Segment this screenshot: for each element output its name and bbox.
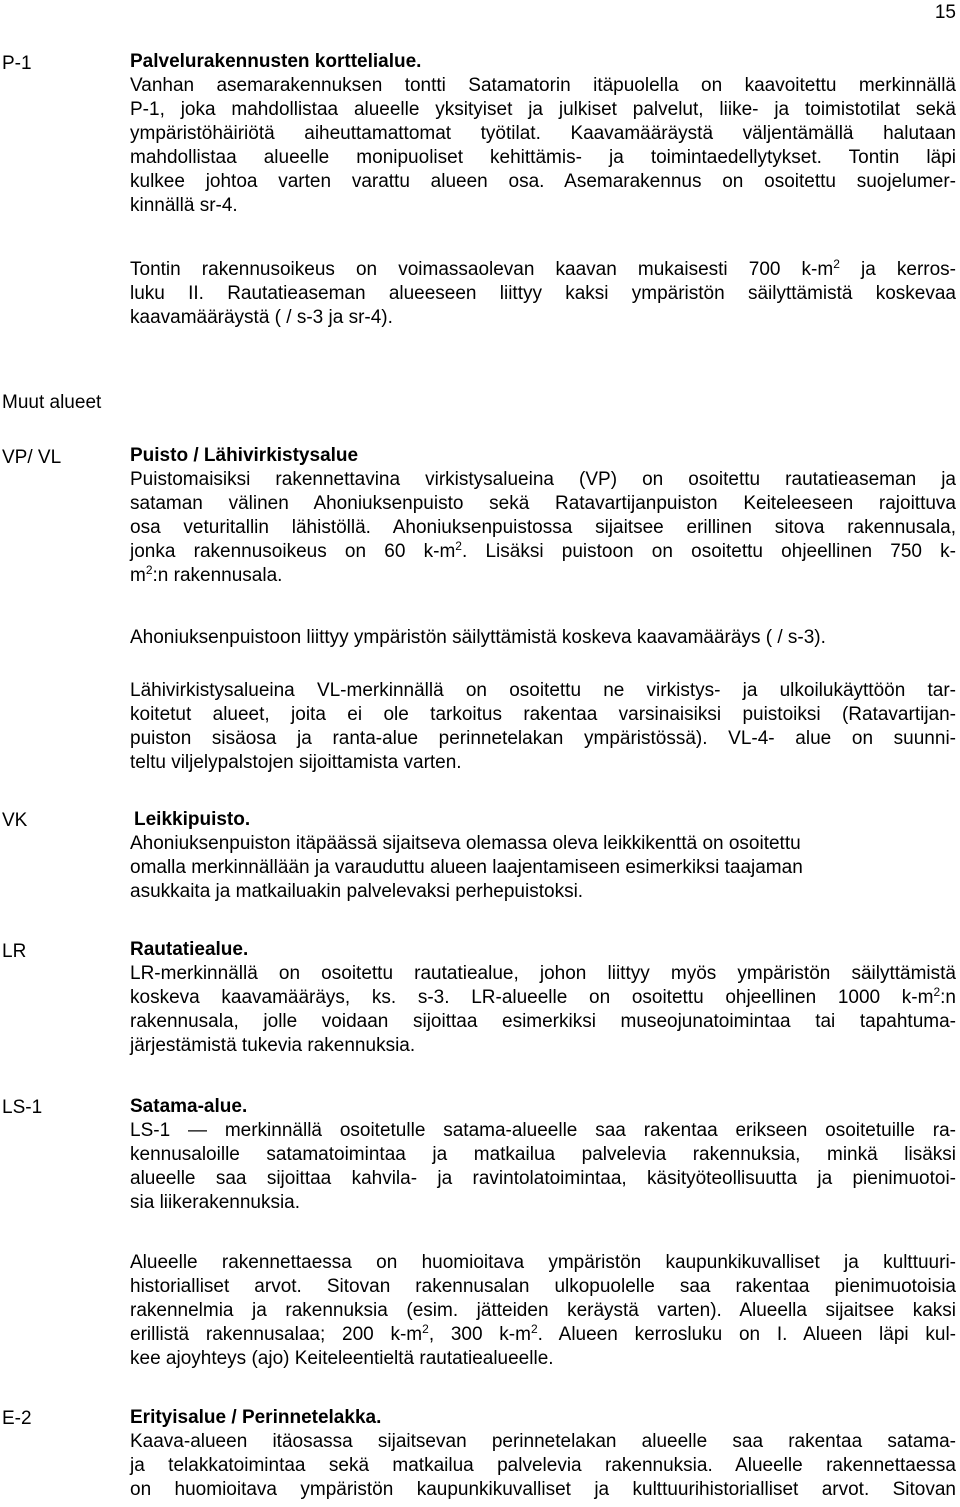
text-span: . Alueen kerrosluku on I. Alueen läpi kul- xyxy=(537,1324,956,1345)
section-title: Puisto / Lähivirkistysalue xyxy=(130,445,359,466)
text-line: mahdollistaa alueelle monipuoliset kehittämis- ja toimintaedellytykset. Tontin läpi xyxy=(130,147,956,168)
text-line xyxy=(130,986,956,1010)
text-span: :n rakennusala. xyxy=(152,565,283,586)
text-span: :n xyxy=(940,987,956,1008)
page-number: 15 xyxy=(934,2,956,23)
paragraph-vl xyxy=(130,679,956,775)
section-title: Leikkipuisto. xyxy=(134,809,251,830)
zone-code-lr: LR xyxy=(2,941,27,962)
text-line: rakennusala, jolle voidaan sijoittaa esimerkiksi museojunatoimintaa tai tapahtuma- xyxy=(130,1011,956,1032)
paragraph-vp-ahoniuksenpuisto xyxy=(130,626,956,650)
section-lr xyxy=(130,938,956,1058)
superscript: 2 xyxy=(145,563,153,577)
text-line xyxy=(130,1323,956,1347)
text-line: Vanhan asemarakennuksen tontti Satamatorin itäpuolella on kaavoitettu merkinnällä xyxy=(130,75,956,96)
text-line: on huomioitava ympäristön kaupunkikuvalliset ja kulttuurihistorialliset arvot. Sitovan xyxy=(130,1479,956,1500)
text-line: rakennelmia ja rakennuksia (esim. jätteiden keräystä varten). Alueella sijaitsee kaksi xyxy=(130,1300,956,1321)
text-span: koskeva kaavamääräys, ks. s-3. LR-alueelle on osoitettu ohjeellinen 1000 k-m xyxy=(130,987,934,1008)
text-line: omalla merkinnällään ja varauduttu alueen laajentamiseen esimerkiksi taajaman xyxy=(130,857,803,878)
text-line: Ahoniuksenpuistoon liittyy ympäristön säilyttämistä koskeva kaavamääräys ( / s-3). xyxy=(130,627,826,648)
section-p1 xyxy=(130,50,956,218)
text-span: m xyxy=(130,565,146,586)
text-span: ja kerros- xyxy=(839,259,956,280)
text-line: puiston sisäosa ja ranta-alue perinnetelakan ympäristössä). VL-4- alue on suunni- xyxy=(130,728,956,749)
section-title: Erityisalue / Perinnetelakka. xyxy=(130,1407,382,1428)
text-line: sia liikerakennuksia. xyxy=(130,1192,301,1213)
text-line xyxy=(130,540,956,564)
text-line: Puistomaisiksi rakennettavina virkistysalueina (VP) on osoitettu rautatieaseman ja xyxy=(130,469,956,490)
superscript: 2 xyxy=(833,257,840,271)
paragraph-ls1-values xyxy=(130,1251,956,1371)
text-line: LS-1 — merkinnällä osoitetulle satama-alueelle saa rakentaa erikseen osoitetuille ra- xyxy=(130,1120,956,1141)
section-ls1 xyxy=(130,1095,956,1215)
text-line xyxy=(130,258,956,282)
superscript: 2 xyxy=(530,1322,538,1336)
text-line: historialliset arvot. Sitovan rakennusalan ulkopuolelle saa rakentaa pienimuotoisia xyxy=(130,1276,956,1297)
text-line: osa veturitallin lähistöllä. Ahoniuksenpuistossa sijaitsee erillinen sitova rakennusala, xyxy=(130,517,956,538)
text-line: kaavamääräystä ( / s-3 ja sr-4). xyxy=(130,307,393,328)
text-line: järjestämistä tukevia rakennuksia. xyxy=(130,1035,416,1056)
text-line: Kaava-alueen itäosassa sijaitsevan perinnetelakan alueelle saa rakentaa satama- xyxy=(130,1431,956,1452)
paragraph-p1-building-rights xyxy=(130,258,956,330)
text-line: ympäristöhäiriötä aiheuttamattomat työtilat. Kaavamääräystä väljentämällä halutaan xyxy=(130,123,956,144)
text-span: . Lisäksi puistoon on osoitettu ohjeellinen 750 k- xyxy=(461,541,956,562)
section-vp-vl xyxy=(130,444,956,588)
text-span: jonka rakennusoikeus on 60 k-m xyxy=(130,541,456,562)
zone-code-vp-vl: VP/ VL xyxy=(2,447,62,468)
section-title: Palvelurakennusten korttelialue. xyxy=(130,51,422,72)
zone-code-e2: E-2 xyxy=(2,1408,32,1429)
text-line: sataman välinen Ahoniuksenpuisto sekä Ratavartijanpuiston Keiteleeseen rajoittuva xyxy=(130,493,956,514)
section-vk xyxy=(130,808,956,904)
text-line: kee ajoyhteys (ajo) Keiteleentieltä rautatiealueelle. xyxy=(130,1348,554,1369)
section-heading: Muut alueet xyxy=(2,392,102,413)
superscript: 2 xyxy=(455,539,462,553)
text-span: , 300 k-m xyxy=(428,1324,531,1345)
text-line: teltu viljelypalstojen sijoittamista varten. xyxy=(130,752,462,773)
text-line: alueelle saa sijoittaa kahvila- ja ravintolatoimintaa, käsityöteollisuutta ja pienimuotoi- xyxy=(130,1168,956,1189)
zone-code-vk: VK xyxy=(2,810,28,831)
zone-code-ls1: LS-1 xyxy=(2,1097,43,1118)
text-line: LR-merkinnällä on osoitettu rautatiealue, johon liittyy myös ympäristön säilyttämistä xyxy=(130,963,956,984)
text-line: luku II. Rautatieaseman alueeseen liittyy kaksi ympäristön säilyttämistä koskevaa xyxy=(130,283,956,304)
text-span: Tontin rakennusoikeus on voimassaolevan kaavan mukaisesti 700 k-m xyxy=(130,259,834,280)
text-line: kinnällä sr-4. xyxy=(130,195,238,216)
text-line: ja telakkatoimintaa sekä matkailua palvelevia rakennuksia. Alueelle rakennettaessa xyxy=(130,1455,956,1476)
text-line: asukkaita ja matkailuakin palvelevaksi perhepuistoksi. xyxy=(130,881,584,902)
superscript: 2 xyxy=(422,1322,429,1336)
text-line: Alueelle rakennettaessa on huomioitava ympäristön kaupunkikuvalliset ja kulttuuri- xyxy=(130,1252,956,1273)
zone-code-p1: P-1 xyxy=(2,53,32,74)
text-line: kennusaloille satamatoimintaa ja matkailua palvelevia rakennuksia, minkä lisäksi xyxy=(130,1144,956,1165)
text-line: Lähivirkistysalueina VL-merkinnällä on osoitettu ne virkistys- ja ulkoilukäyttöön tar- xyxy=(130,680,956,701)
section-e2 xyxy=(130,1406,956,1502)
superscript: 2 xyxy=(933,985,941,999)
text-line: P-1, joka mahdollistaa alueelle yksityiset ja julkiset palvelut, liike- ja toimistotilat sekä xyxy=(130,99,956,120)
text-span: erillistä rakennusalaa; 200 k-m xyxy=(130,1324,423,1345)
section-title: Rautatiealue. xyxy=(130,939,249,960)
text-line: Ahoniuksenpuiston itäpäässä sijaitseva olemassa oleva leikkikenttä on osoitettu xyxy=(130,833,801,854)
text-line: kulkee johtoa varten varattu alueen osa. Asemarakennus on osoitettu suojelumer- xyxy=(130,171,956,192)
text-line xyxy=(130,564,956,588)
section-title: Satama-alue. xyxy=(130,1096,248,1117)
text-line: koitetut alueet, joita ei ole tarkoitus rakentaa varsinaisiksi puistoiksi (Ratavartijan- xyxy=(130,704,956,725)
